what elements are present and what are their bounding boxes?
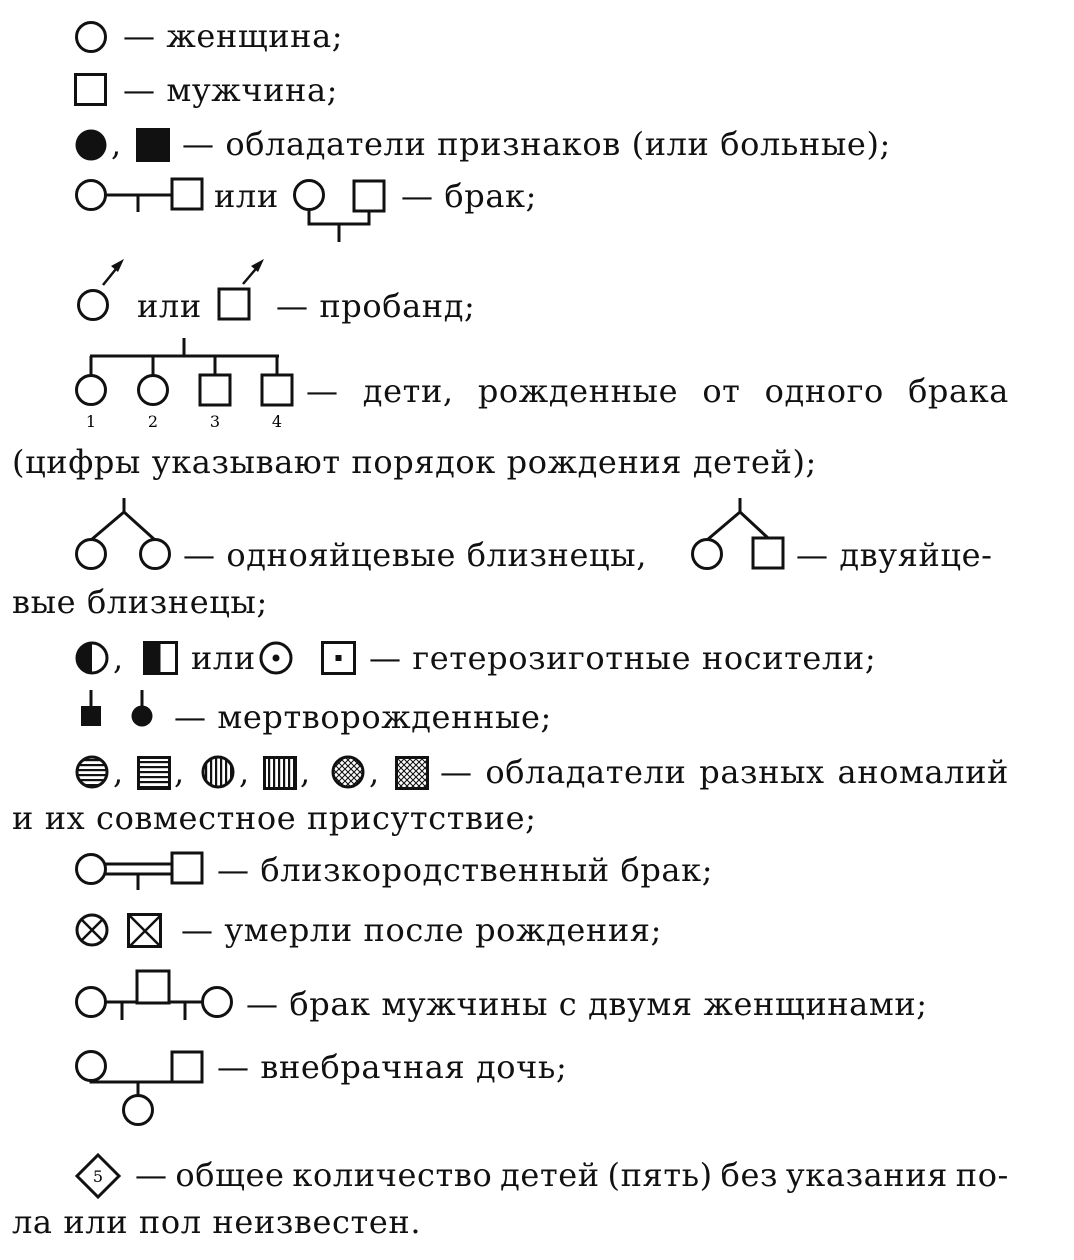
diamond-count: 5 (92, 1167, 104, 1186)
two-wives-label: — брак мужчины с двумя женщинами; (246, 985, 928, 1023)
stillborn-square-icon (80, 690, 106, 732)
woman-label: — женщина; (123, 17, 344, 55)
unknown-sex-label: — общее количество детей (пять) без указания по- (135, 1156, 1009, 1194)
proband-or: или (137, 287, 202, 325)
died-square-icon (127, 913, 163, 949)
vertical-hatched-circle-icon (200, 754, 236, 790)
man-label: — мужчина; (123, 71, 338, 109)
identical-twins-label: — однояйцевые близнецы, (183, 536, 648, 574)
anomalies-label: — обладатели разных аномалий (440, 753, 1009, 791)
children-label: — дети, рожденные от одного брака (306, 372, 1009, 410)
affected-square-icon (136, 128, 170, 162)
horizontal-hatched-square-icon (137, 756, 171, 790)
carrier-half-square-icon (143, 641, 179, 675)
anomaly-comma-1: , (113, 753, 124, 791)
children-label-continued: (цифры указывают порядок рождения детей); (12, 443, 817, 481)
anomalies-label-continued: и их совместное присутствие; (12, 799, 537, 837)
illegitimate-daughter-icon (74, 1049, 214, 1129)
anomaly-comma-4: , (300, 753, 311, 791)
unknown-sex-diamond-icon (74, 1152, 124, 1200)
consanguineous-label: — близкородственный брак; (217, 851, 714, 889)
marriage-or: или (214, 177, 279, 215)
unknown-sex-label-continued: ла или пол неизвестен. (12, 1203, 422, 1241)
anomaly-comma-5: , (369, 753, 380, 791)
proband-circle-icon (74, 258, 134, 324)
illegitimate-label: — внебрачная дочь; (217, 1048, 568, 1086)
affected-circle-icon (74, 128, 108, 162)
died-label: — умерли после рождения; (181, 911, 662, 949)
horizontal-hatched-circle-icon (74, 754, 110, 790)
carriers-comma: , (113, 639, 124, 677)
fraternal-twins-label: — двуяйце- (796, 536, 993, 574)
children-sibship-icon (74, 336, 304, 432)
proband-label: — пробанд; (276, 287, 476, 325)
marriage-label: — брак; (401, 177, 537, 215)
child-number-3: 3 (209, 412, 221, 431)
anomaly-comma-3: , (239, 753, 250, 791)
woman-circle-icon (74, 20, 108, 54)
stillborn-circle-icon (131, 690, 157, 732)
fraternal-twins-icon (690, 496, 790, 574)
consanguineous-marriage-icon (74, 850, 214, 892)
marriage-line-icon (74, 176, 214, 216)
proband-square-icon (216, 258, 276, 324)
carriers-label: — гетерозиготные носители; (369, 639, 877, 677)
carrier-dot-circle-icon (258, 640, 294, 676)
carriers-or: или (191, 639, 256, 677)
carrier-dot-square-icon (321, 641, 357, 675)
fraternal-twins-label-continued: вые близнецы; (12, 583, 268, 621)
affected-comma: , (111, 125, 122, 163)
marriage-drop-icon (292, 178, 392, 244)
crosshatched-square-icon (395, 756, 429, 790)
crosshatched-circle-icon (330, 754, 366, 790)
stillborn-label: — мертворожденные; (174, 698, 552, 736)
vertical-hatched-square-icon (263, 756, 297, 790)
child-number-1: 1 (85, 412, 97, 431)
anomaly-comma-2: , (174, 753, 185, 791)
child-number-2: 2 (147, 412, 159, 431)
carrier-half-circle-icon (74, 640, 110, 676)
died-circle-icon (74, 912, 110, 948)
child-number-4: 4 (271, 412, 283, 431)
man-square-icon (74, 73, 108, 107)
two-wives-marriage-icon (74, 968, 240, 1028)
identical-twins-icon (74, 496, 174, 574)
affected-label: — обладатели признаков (или больные); (182, 125, 891, 163)
